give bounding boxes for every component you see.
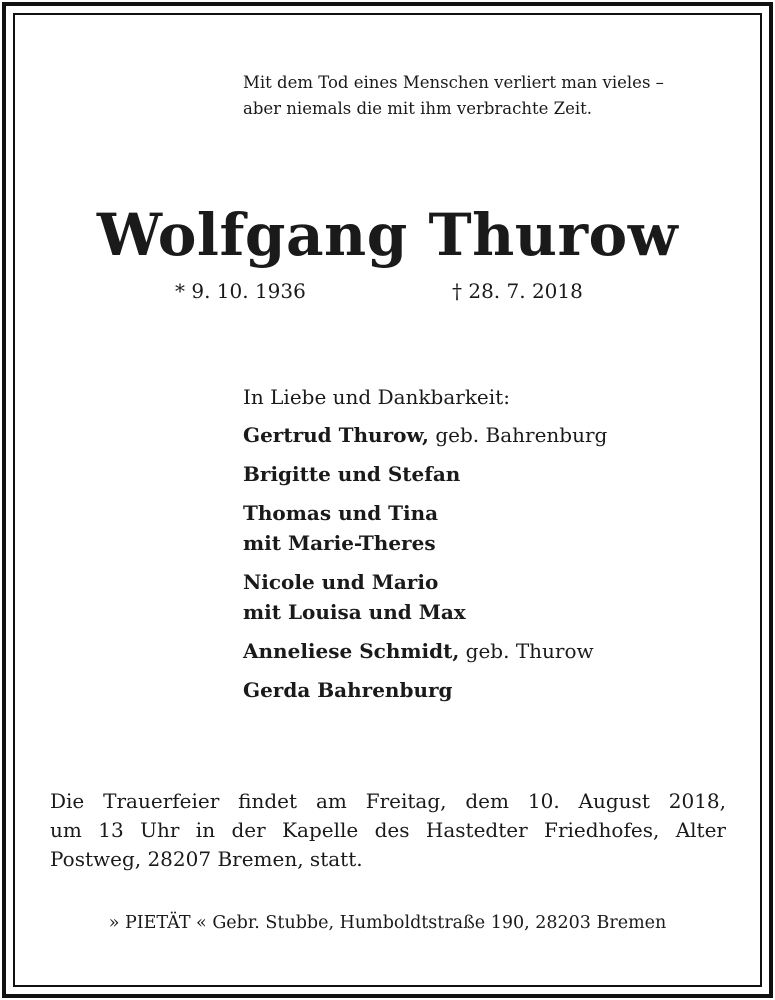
mourner-thomas-line-2: mit Marie-Theres <box>243 531 436 555</box>
quote-line-2: aber niemals die mit ihm verbrachte Zeit. <box>243 99 593 118</box>
mourner-brigitte-name: Brigitte und Stefan <box>243 462 461 486</box>
memorial-quote <box>243 70 743 122</box>
mourner-gertrud-note: geb. Bahrenburg <box>435 423 608 447</box>
ceremony-line-2: um 13 Uhr in der Kapelle des Hastedter Friedhofes, Alter <box>50 818 726 842</box>
mourner-anneliese-name: Anneliese Schmidt, <box>243 639 460 663</box>
mourner-gertrud-name: Gertrud Thurow, <box>243 423 429 447</box>
mourner-anneliese-note: geb. Thurow <box>465 639 594 663</box>
ceremony-notice <box>50 787 726 874</box>
mourner-gerda <box>243 675 743 705</box>
birth-date: * 9. 10. 1936 <box>175 279 306 303</box>
mourner-nicole-line-2: mit Louisa und Max <box>243 600 466 624</box>
mourners-intro: In Liebe und Dankbarkeit: <box>243 385 510 409</box>
mourners-list <box>243 382 743 714</box>
death-date: † 28. 7. 2018 <box>452 279 583 303</box>
ceremony-line-1: Die Trauerfeier findet am Freitag, dem 10. August 2018, <box>50 789 726 813</box>
mourner-nicole-line-1: Nicole und Mario <box>243 570 439 594</box>
mourner-anneliese <box>243 636 743 666</box>
mourner-brigitte <box>243 459 743 489</box>
mourner-gertrud <box>243 420 743 450</box>
ceremony-line-3: Postweg, 28207 Bremen, statt. <box>50 847 363 871</box>
mourner-thomas-line-1: Thomas und Tina <box>243 501 439 525</box>
mourner-nicole <box>243 567 743 627</box>
undertaker-footer: » PIETÄT « Gebr. Stubbe, Humboldtstraße 190, 28203 Bremen <box>108 913 667 933</box>
mourner-thomas <box>243 498 743 558</box>
mourner-gerda-name: Gerda Bahrenburg <box>243 678 453 702</box>
deceased-name: Wolfgang Thurow <box>96 201 679 269</box>
quote-line-1: Mit dem Tod eines Menschen verliert man vieles – <box>243 73 664 92</box>
